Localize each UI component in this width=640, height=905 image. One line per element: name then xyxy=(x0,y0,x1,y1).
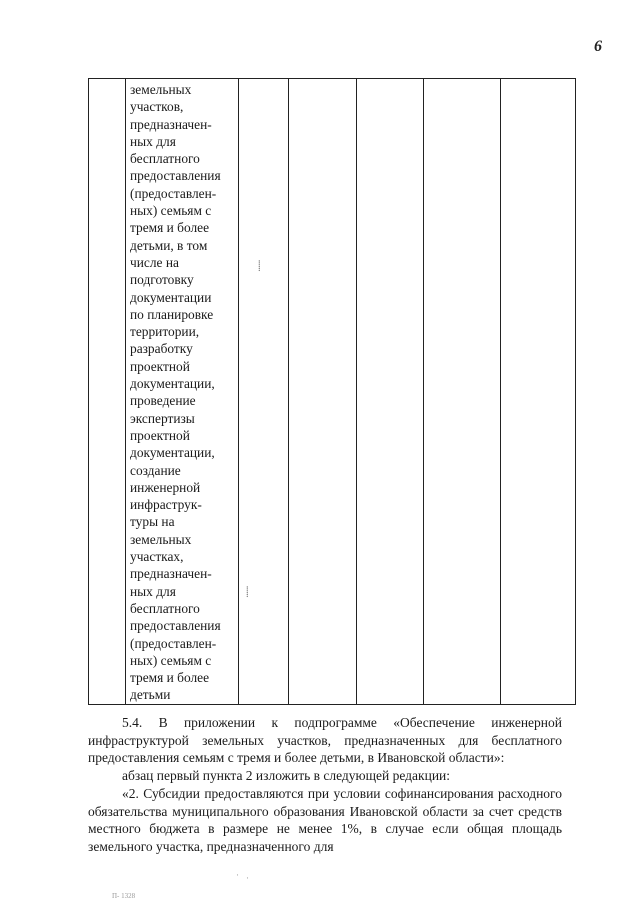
measure-description: земельных участков, предназначен- ных для бесплатного предоставления (предоставлен- ных) семьям с тремя и более детьми, в том числе на подготовку документации по планировке территории, разработку проектной документации, проведение экспертизы проектной документации, создание инженерной инфраструк- туры на земельных участках, предназначен- ных для бесплатного предоставления (предоставлен- ных) семьям с тремя и более детьми xyxy=(130,82,221,703)
scan-artifact-mark: ⸽ xyxy=(258,261,261,272)
table-cell-description xyxy=(126,79,239,705)
table-row xyxy=(89,79,576,705)
table-cell-empty xyxy=(357,79,424,705)
table-cell-empty xyxy=(239,79,289,705)
table-cell-empty xyxy=(424,79,501,705)
footer-registration-mark: П- 1328 xyxy=(112,892,136,900)
continuation-table xyxy=(88,78,576,705)
scan-artifact-dot: · xyxy=(236,870,239,880)
page-number: 6 xyxy=(594,38,602,55)
paragraph-instruction: абзац первый пункта 2 изложить в следующей редакции: xyxy=(122,768,451,783)
scan-artifact-mark: ⸽ xyxy=(246,587,249,598)
table-cell-empty xyxy=(501,79,576,705)
table-cell-empty xyxy=(289,79,357,705)
paragraph-new-text: «2. Субсидии предоставляются при условии софинансирования расходного обязательства муниципального образования Ивановской области за счет средств местного бюджета в размере не менее 1%, в случае если общая площадь земельного участка, предназначенного для xyxy=(88,786,562,854)
table-cell-number xyxy=(89,79,126,705)
paragraph-amendment-5-4: 5.4. В приложении к подпрограмме «Обеспечение инженерной инфраструктурой земельных участков, предназначенных для бесплатного предоставления семьям с тремя и более детьми, в Ивановской области»: xyxy=(88,715,562,765)
scan-artifact-dot: · xyxy=(246,873,249,883)
